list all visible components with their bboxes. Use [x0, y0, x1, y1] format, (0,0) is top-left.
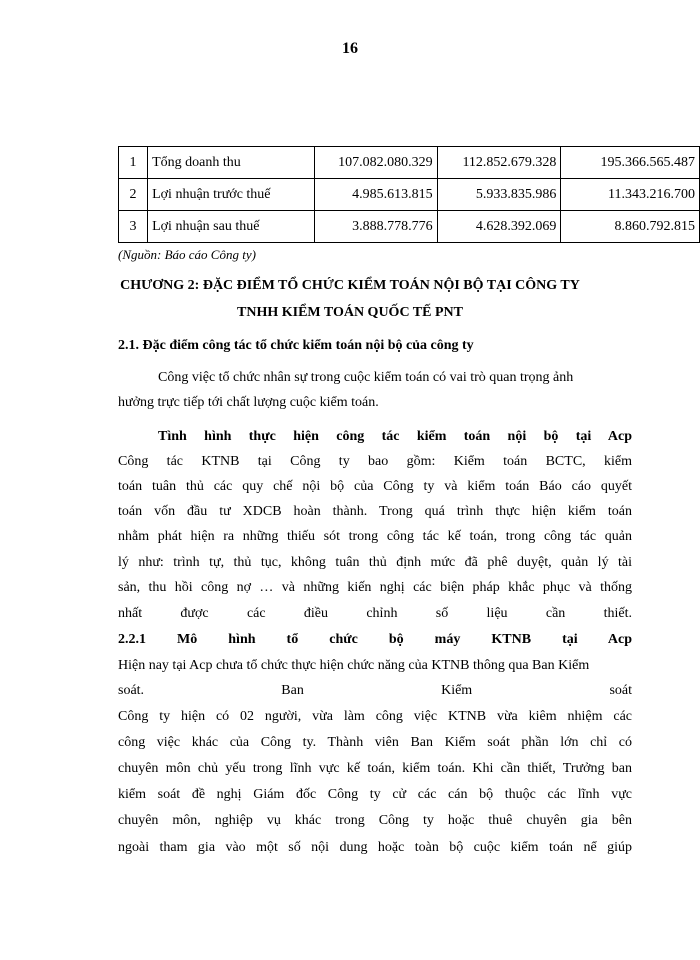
- row-label: Lợi nhuận trước thuế: [148, 179, 315, 211]
- value-year-1: 3.888.778.776: [315, 211, 437, 243]
- value-year-1: 4.985.613.815: [315, 179, 437, 211]
- row-label: Lợi nhuận sau thuế: [148, 211, 315, 243]
- table-row: [119, 211, 700, 243]
- paragraph-line: soát. Ban Kiểm soát: [118, 683, 632, 698]
- paragraph-line: Công ty hiện có 02 người, vừa làm công việc KTNB vừa kiêm nhiệm các: [118, 709, 632, 724]
- paragraph-line: kiểm soát đề nghị Giám đốc Công ty cử các cán bộ thuộc các lĩnh vực: [118, 787, 632, 802]
- value-year-2: 112.852.679.328: [437, 147, 561, 179]
- paragraph-line: toán tuân thủ các quy chế nội bộ của Công ty và kiểm toán Báo cáo quyết: [118, 479, 632, 494]
- row-number: 2: [119, 179, 148, 211]
- table-source-note: (Nguồn: Báo cáo Công ty): [118, 247, 256, 262]
- value-year-3: 8.860.792.815: [561, 211, 700, 243]
- section-heading-2-2-1: 2.2.1 Mô hình tổ chức bộ máy KTNB tại Acp: [118, 632, 632, 647]
- page-number: 16: [342, 40, 358, 57]
- paragraph-line: nhằm phát hiện ra những thiếu sót trong công tác kế toán, trong công tác quản: [118, 529, 632, 544]
- paragraph-line: hưởng trực tiếp tới chất lượng cuộc kiểm toán.: [118, 395, 379, 410]
- section-heading-2-1: 2.1. Đặc điểm công tác tổ chức kiểm toán nội bộ của công ty: [118, 338, 474, 353]
- value-year-3: 11.343.216.700: [561, 179, 700, 211]
- paragraph-line: sản, thu hồi công nợ … và những kiến nghị các biện pháp khắc phục và thống: [118, 580, 632, 595]
- value-year-3: 195.366.565.487: [561, 147, 700, 179]
- table-row: [119, 147, 700, 179]
- row-number: 1: [119, 147, 148, 179]
- paragraph-line: chuyên môn, nghiệp vụ khác trong Công ty hoặc thuê chuyên gia bên: [118, 813, 632, 828]
- chapter-title-line-2: TNHH KIỂM TOÁN QUỐC TẾ PNT: [237, 305, 463, 320]
- paragraph-line: Hiện nay tại Acp chưa tổ chức thực hiện chức năng của KTNB thông qua Ban Kiểm: [118, 658, 590, 673]
- paragraph-line: lý như: trình tự, thủ tục, không tuân thủ định mức đã phê duyệt, quản lý tài: [118, 555, 632, 570]
- chapter-title-line-1: CHƯƠNG 2: ĐẶC ĐIỂM TỔ CHỨC KIỂM TOÁN NỘI BỘ TẠI CÔNG TY: [120, 278, 580, 293]
- paragraph-line: toán vốn đầu tư XDCB hoàn thành. Trong quá trình thực hiện kiểm toán: [118, 504, 632, 519]
- paragraph-line: Công việc tổ chức nhân sự trong cuộc kiểm toán có vai trò quan trọng ảnh: [158, 370, 574, 385]
- paragraph-line: ngoài tham gia vào một số nội dung hoặc toàn bộ cuộc kiểm toán nể giúp: [118, 840, 632, 855]
- row-label: Tổng doanh thu: [148, 147, 315, 179]
- value-year-1: 107.082.080.329: [315, 147, 437, 179]
- financial-table: [118, 146, 700, 243]
- paragraph-line: chuyên môn chủ yếu trong lĩnh vực kế toán, kiểm toán. Khi cần thiết, Trưởng ban: [118, 761, 632, 776]
- value-year-2: 4.628.392.069: [437, 211, 561, 243]
- subheading-implementation: Tình hình thực hiện công tác kiểm toán nội bộ tại Acp: [158, 429, 632, 444]
- table-row: [119, 179, 700, 211]
- paragraph-line: Công tác KTNB tại Công ty bao gồm: Kiểm toán BCTC, kiểm: [118, 454, 632, 469]
- row-number: 3: [119, 211, 148, 243]
- paragraph-line: công việc khác của Công ty. Thành viên Ban Kiểm soát phần lớn chỉ có: [118, 735, 632, 750]
- paragraph-line: nhất được các điều chỉnh số liệu cần thiết.: [118, 606, 632, 621]
- value-year-2: 5.933.835.986: [437, 179, 561, 211]
